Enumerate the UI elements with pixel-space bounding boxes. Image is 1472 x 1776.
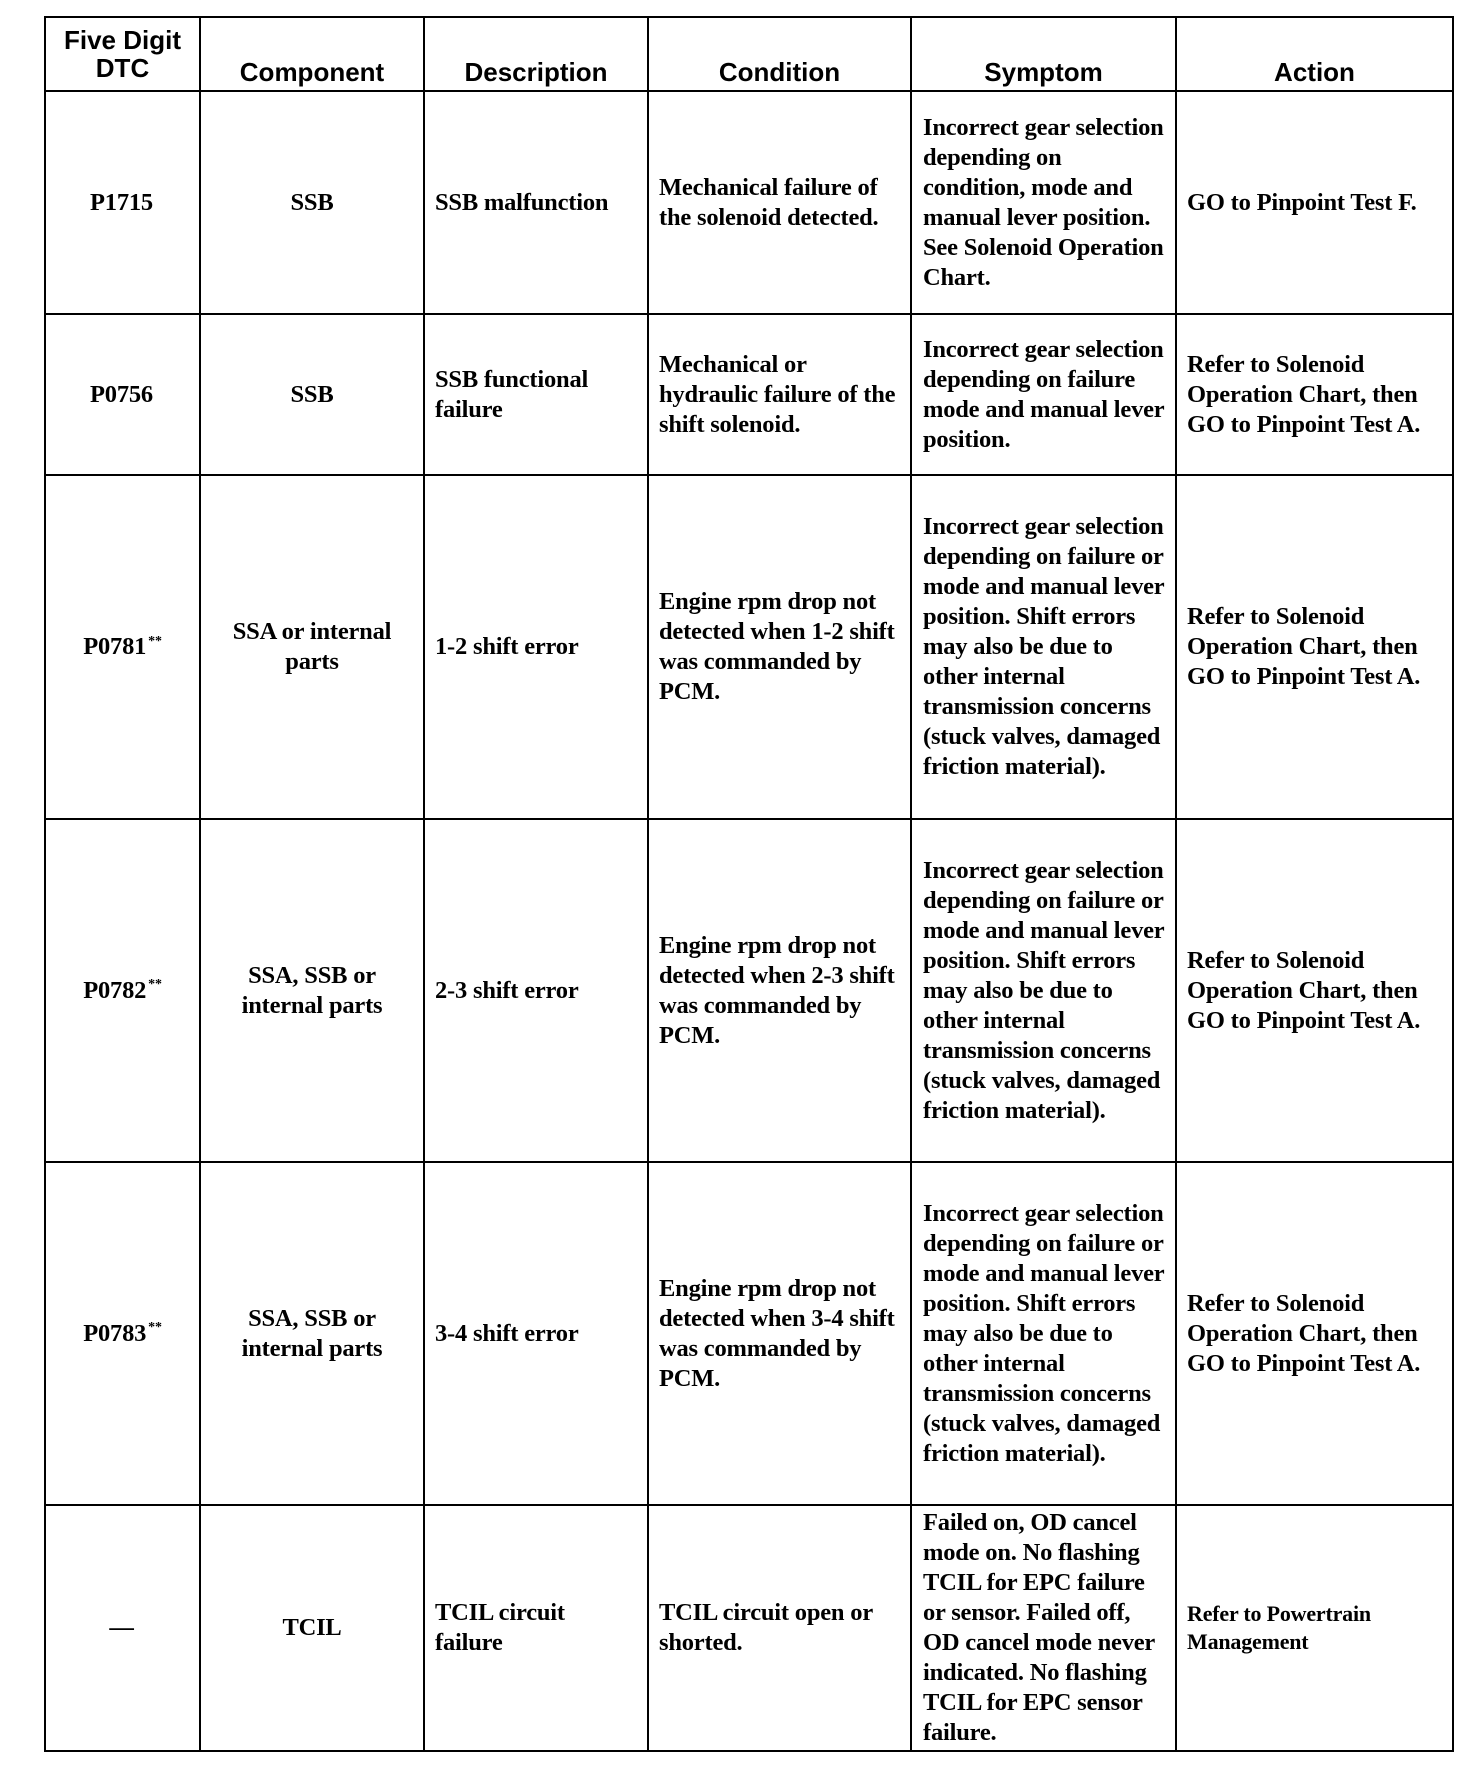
symptom-cell: Incorrect gear selection depending on failure or mode and manual lever position. Shift errors may also be due to other internal transmission concerns (stuck valves, damaged friction material). (911, 475, 1176, 819)
symptom-cell: Incorrect gear selection depending on failure or mode and manual lever position. Shift errors may also be due to other internal transmission concerns (stuck valves, damaged friction material). (911, 819, 1176, 1162)
symptom-cell: Incorrect gear selection depending on failure or mode and manual lever position. Shift errors may also be due to other internal transmission concerns (stuck valves, damaged friction material). (911, 1162, 1176, 1505)
condition-cell: Engine rpm drop not detected when 3-4 shift was commanded by PCM. (648, 1162, 911, 1505)
condition-cell: Engine rpm drop not detected when 1-2 shift was commanded by PCM. (648, 475, 911, 819)
condition-cell: Mechanical or hydraulic failure of the shift solenoid. (648, 314, 911, 475)
table-row (45, 819, 1453, 1162)
dtc-cell (45, 91, 200, 314)
dtc-cell (45, 1162, 200, 1505)
table-row (45, 1505, 1453, 1751)
dtc-code: P0781 (83, 633, 147, 660)
table-header (45, 17, 1453, 91)
header-description: Description (424, 17, 648, 91)
action-cell: Refer to Solenoid Operation Chart, then GO to Pinpoint Test A. (1176, 819, 1453, 1162)
symptom-cell: Incorrect gear selection depending on failure mode and manual lever position. (911, 314, 1176, 475)
description-cell: SSB functional failure (424, 314, 648, 475)
symptom-cell: Failed on, OD cancel mode on. No flashing TCIL for EPC failure or sensor. Failed off, OD cancel mode never indicated. No flashing TCIL for EPC sensor failure. (911, 1505, 1176, 1751)
table-row (45, 91, 1453, 314)
dtc-cell (45, 819, 200, 1162)
dtc-table (44, 16, 1454, 1752)
symptom-cell: Incorrect gear selection depending on condition, mode and manual lever position. See Solenoid Operation Chart. (911, 91, 1176, 314)
header-dtc: Five Digit DTC (45, 17, 200, 91)
description-cell: 3-4 shift error (424, 1162, 648, 1505)
action-cell: Refer to Solenoid Operation Chart, then GO to Pinpoint Test A. (1176, 1162, 1453, 1505)
dtc-code: P0782 (83, 976, 147, 1004)
header-component: Component (200, 17, 424, 91)
dtc-code: P0756 (90, 380, 153, 408)
dtc-code: — (109, 1614, 134, 1641)
header-symptom: Symptom (911, 17, 1176, 91)
condition-cell: Mechanical failure of the solenoid detected. (648, 91, 911, 314)
dtc-cell (45, 314, 200, 475)
description-cell: SSB malfunction (424, 91, 648, 314)
component-cell: SSA or internal parts (200, 475, 424, 819)
dtc-cell (45, 1505, 200, 1751)
dtc-note: ** (148, 977, 162, 993)
action-cell: GO to Pinpoint Test F. (1176, 91, 1453, 314)
action-cell: Refer to Solenoid Operation Chart, then GO to Pinpoint Test A. (1176, 314, 1453, 475)
dtc-code: P0783 (83, 1319, 147, 1347)
condition-cell: Engine rpm drop not detected when 2-3 shift was commanded by PCM. (648, 819, 911, 1162)
component-cell: SSB (200, 314, 424, 475)
table-body (45, 91, 1453, 1751)
dtc-note: ** (148, 633, 162, 649)
table-row (45, 475, 1453, 819)
description-cell: TCIL circuit failure (424, 1505, 648, 1751)
description-cell: 2-3 shift error (424, 819, 648, 1162)
header-action: Action (1176, 17, 1453, 91)
component-cell: SSA, SSB or internal parts (200, 1162, 424, 1505)
header-condition: Condition (648, 17, 911, 91)
table-row (45, 1162, 1453, 1505)
action-cell: Refer to Powertrain Management (1176, 1505, 1453, 1751)
table-row (45, 314, 1453, 475)
dtc-code: P1715 (90, 188, 153, 216)
action-cell: Refer to Solenoid Operation Chart, then GO to Pinpoint Test A. (1176, 475, 1453, 819)
component-cell: TCIL (200, 1505, 424, 1751)
header-row (45, 17, 1453, 91)
component-cell: SSA, SSB or internal parts (200, 819, 424, 1162)
component-cell: SSB (200, 91, 424, 314)
dtc-note: ** (148, 1320, 162, 1336)
condition-cell: TCIL circuit open or shorted. (648, 1505, 911, 1751)
dtc-cell (45, 475, 200, 819)
description-cell: 1-2 shift error (424, 475, 648, 819)
